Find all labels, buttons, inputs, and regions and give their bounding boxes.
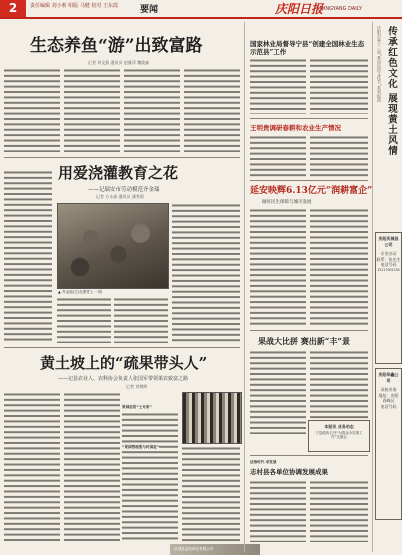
right-info-box-title: 本报讯 业务动态: [324, 424, 354, 429]
lead-body-col-2: [64, 68, 120, 152]
sidebar-ad-1-line: 电话号码: [380, 262, 397, 267]
bottom-ad-caption: 庆城县益民科技有限公司: [174, 547, 214, 551]
right-info-box: [308, 420, 370, 452]
right-divider-4: [250, 455, 368, 456]
sidebar-divider: [372, 22, 373, 552]
right-headline-2: 王明贵调研春耕和农业生产情况: [250, 124, 341, 132]
second-body-col-right: [172, 203, 240, 343]
right-column-label: 法治时代 求发展: [250, 460, 277, 464]
page-number: 2: [0, 0, 26, 17]
second-body-col-2: [57, 297, 111, 343]
second-body-col-3: [114, 297, 168, 343]
sidebar-ad-1-name: 庆阳庆城县公司: [378, 236, 399, 247]
right-body-6b: [310, 480, 368, 542]
photo-caption: ▲ 齐金瑞(左)在课堂上 一图: [58, 290, 102, 294]
right-headline-3: 延安映辉6.13亿元“润耕富企”: [250, 186, 373, 196]
right-body-3a: [250, 208, 306, 326]
second-byline: 记者 方永泰 通讯员 潘秀莉: [96, 194, 144, 199]
sidebar-ad-1-line: 专业办证: [380, 251, 397, 256]
right-body-4a: [250, 350, 306, 434]
lead-headline: 生态养鱼“游”出致富路: [30, 36, 203, 56]
sidebar-ad-2-line: 地址：庆阳: [378, 392, 399, 398]
second-body-col-left: [4, 170, 52, 342]
lead-body-col-1: [4, 68, 60, 152]
inset-photo: [182, 392, 242, 444]
right-body-2a: [250, 135, 306, 177]
second-headline: 用爱浇灌教育之花: [58, 164, 179, 182]
sidebar-ad-2-line: 承接业务: [380, 387, 397, 392]
right-headline-4: 果战大比拼 赛出新“丰”景: [258, 336, 350, 346]
third-body-col-3: [122, 412, 178, 542]
right-headline-6: 志村县各单位协调发展成果: [250, 468, 328, 476]
third-headline: 黄土坡上的“疏果带头人”: [40, 354, 208, 372]
sidebar-ad-2-name: 庆阳华鑫公司: [378, 372, 399, 383]
sidebar-ad-1-line: 15117901234: [377, 267, 400, 272]
right-info-box-text: 宁县政协召开“为群众办实事工作”交流会: [315, 430, 363, 439]
third-inline-heading-2: “果园管理要与时俱进”: [122, 445, 160, 449]
right-divider-2: [250, 180, 368, 181]
third-byline: 记者 刘增辉: [126, 384, 148, 389]
section-title: 要闻: [140, 5, 159, 15]
third-body-col-4: [182, 446, 240, 542]
sidebar-title: 传承红色文化 展现黄土风情: [386, 26, 397, 157]
third-body-col-1: [4, 392, 60, 542]
section-divider: [4, 157, 240, 158]
third-inline-heading-1: 果园里的“土专家”: [122, 405, 152, 409]
editor-meta: 责任编辑 刘小莉 组版 马健 校对 王东霞: [30, 3, 118, 9]
lead-byline: 记者 刘文燕 通讯员 赵雅萍 魏俊森: [88, 60, 150, 65]
right-body-6a: [250, 480, 306, 542]
third-subtitle: ——记县农业人、农科协会负责人张国军带领果农致富之路: [58, 376, 189, 382]
newspaper-logo: 庆阳日报: [275, 2, 324, 16]
right-divider-1: [250, 118, 368, 119]
second-subtitle: ——记瑞安市劳动模范齐金瑞: [88, 187, 160, 193]
lead-body-col-3: [124, 68, 180, 152]
right-headline-1: 国家林业局督导宁县“创建全国林业生态示范县”工作: [250, 40, 365, 56]
right-body-3b: [310, 208, 368, 326]
third-body-col-2: [64, 392, 120, 542]
column-divider: [244, 22, 245, 552]
newspaper-logo-sub: QINGYANG DAILY: [320, 6, 362, 12]
sidebar-ad-2-line: 电话号码: [380, 403, 397, 409]
right-body-2b: [310, 135, 368, 177]
sidebar-ad-2: [375, 368, 402, 520]
right-body-1a: [250, 58, 306, 114]
sidebar-ad-1-line: 联系：张先生: [376, 256, 401, 262]
sidebar-ad-1: [375, 232, 402, 364]
lead-body-col-4: [184, 68, 240, 152]
header-rule: [0, 17, 402, 19]
sidebar-subtitle: 庆阳市第十三届“香包民俗文化节”系列报道: [377, 26, 382, 103]
classroom-photo: [57, 203, 169, 289]
right-body-1b: [310, 58, 368, 114]
sidebar-ad-2-line: 西峰区: [382, 398, 395, 403]
right-divider-3: [250, 330, 368, 331]
section-divider-2: [4, 347, 240, 348]
right-subtitle-3: 做好民生保障与城市发展: [262, 200, 312, 205]
